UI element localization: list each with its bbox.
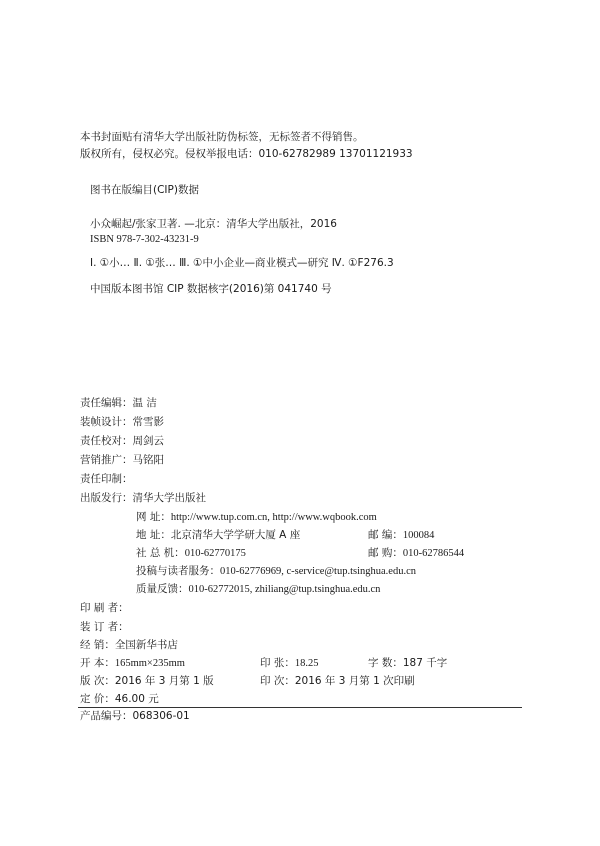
sheets-value: 18.25 [294, 658, 319, 669]
divider-rule [78, 707, 522, 708]
staff-value: 常雪影 [132, 416, 164, 428]
publisher-name: 清华大学出版社 [132, 492, 206, 504]
distributor-row [80, 638, 178, 652]
anti-counterfeit-notice: 本书封面贴有清华大学出版社防伪标签，无标签者不得销售。 [80, 131, 364, 143]
service-value: 010-62776969, c-service@tup.tsinghua.edu.cn [220, 566, 416, 577]
price-row [80, 692, 159, 706]
product-code: 产品编号：068306-01 [80, 710, 190, 722]
publisher-mail-order-row [368, 546, 464, 561]
edition-value: 2016 年 3 月第 1 版 [114, 675, 214, 687]
switchboard-value: 010-62770175 [184, 548, 246, 559]
edition-label: 版 次： [80, 675, 115, 687]
cip-subject-line: Ⅰ. ①小… Ⅱ. ①张… Ⅲ. ①中小企业—商业模式—研究 Ⅳ. ①F276.3 [90, 257, 394, 269]
staff-value: 马铭阳 [132, 454, 164, 466]
distributor-value: 全国新华书店 [114, 639, 178, 651]
publisher-service-row [136, 564, 416, 579]
address-label: 地 址： [136, 529, 171, 541]
web-value: http://www.tup.com.cn, http://www.wqbook.com [170, 512, 377, 523]
publisher-postcode-row [368, 528, 434, 543]
staff-label: 责任校对： [80, 435, 133, 447]
printing-label: 印 次： [260, 675, 295, 687]
switchboard-label: 社 总 机： [136, 547, 185, 559]
staff-label: 装帧设计： [80, 416, 133, 428]
binder-label: 装 订 者： [80, 621, 129, 633]
staff-row-design [80, 415, 164, 429]
staff-label: 营销推广： [80, 454, 133, 466]
cip-title-line: 小众崛起/张家卫著. —北京：清华大学出版社，2016 [90, 218, 337, 230]
quality-label: 质量反馈： [136, 583, 189, 595]
words-label: 字 数： [368, 657, 403, 669]
postcode-label: 邮 编： [368, 529, 403, 541]
edition-row [80, 674, 214, 688]
printing-row [260, 674, 415, 688]
words-value: 187 千字 [402, 657, 448, 669]
publisher-web-row [136, 510, 377, 525]
publisher-quality-row [136, 582, 380, 597]
staff-value: 周剑云 [132, 435, 164, 447]
staff-row-marketing [80, 453, 164, 467]
staff-label: 责任印制： [80, 473, 133, 485]
distributor-label: 经 销： [80, 639, 115, 651]
staff-row-printing-manager [80, 472, 133, 486]
staff-value: 温 洁 [132, 397, 157, 409]
cip-isbn: ISBN 978-7-302-43231-9 [90, 234, 199, 245]
cip-heading: 图书在版编目(CIP)数据 [90, 184, 199, 196]
price-value: 46.00 元 [114, 693, 159, 705]
printer-row [80, 601, 129, 615]
format-label: 开 本： [80, 657, 115, 669]
sheets-row [260, 656, 318, 671]
publisher-label: 出版发行： [80, 492, 133, 504]
word-count-row [368, 656, 447, 670]
printer-label: 印 刷 者： [80, 602, 129, 614]
format-row [80, 656, 185, 671]
cip-library-line: 中国版本图书馆 CIP 数据核字(2016)第 041740 号 [90, 283, 332, 295]
price-label: 定 价： [80, 693, 115, 705]
sheets-label: 印 张： [260, 657, 295, 669]
binder-row [80, 620, 129, 634]
publisher-row [80, 491, 206, 505]
printing-value: 2016 年 3 月第 1 次印刷 [294, 675, 415, 687]
publisher-address-row [136, 528, 300, 542]
staff-row-editor [80, 396, 157, 410]
publisher-switchboard-row [136, 546, 246, 561]
postcode-value: 100084 [402, 530, 435, 541]
quality-value: 010-62772015, zhiliang@tup.tsinghua.edu.cn [188, 584, 381, 595]
web-label: 网 址： [136, 511, 171, 523]
mail-label: 邮 购： [368, 547, 403, 559]
format-value: 165mm×235mm [114, 658, 185, 669]
mail-value: 010-62786544 [402, 548, 465, 559]
staff-label: 责任编辑： [80, 397, 133, 409]
service-label: 投稿与读者服务： [136, 565, 220, 577]
copyright-report-line: 版权所有，侵权必究。侵权举报电话：010-62782989 13701121933 [80, 148, 413, 160]
staff-row-proofread [80, 434, 164, 448]
address-value: 北京清华大学学研大厦 A 座 [170, 529, 301, 541]
